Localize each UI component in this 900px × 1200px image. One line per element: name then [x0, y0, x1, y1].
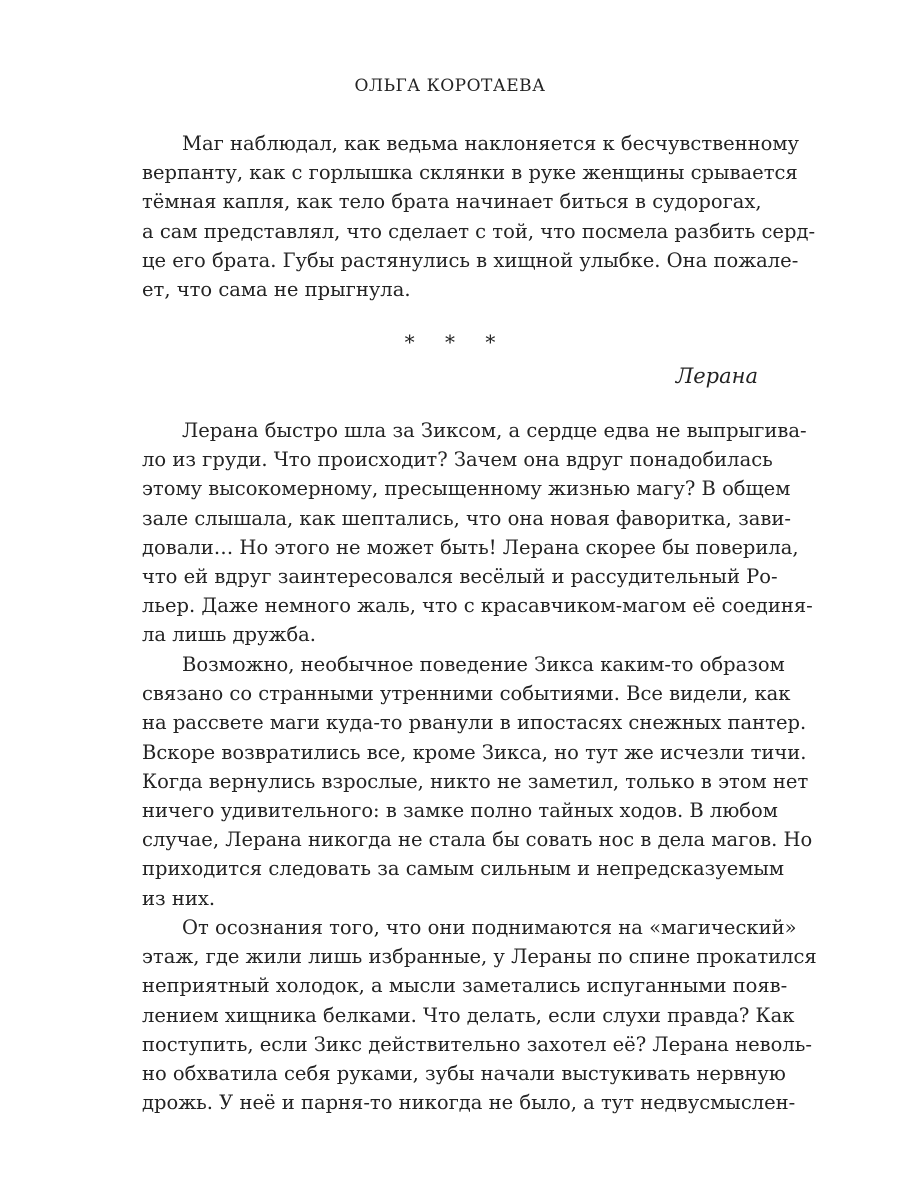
paragraph-2: [142, 416, 813, 650]
text-line: тёмная капля, как тело брата начинает биться в судорогах,: [142, 190, 762, 214]
text-line: Маг наблюдал, как ведьма наклоняется к бесчувственному: [182, 132, 800, 155]
text-line: зале слышала, как шептались, что она новая фаворитка, зави-: [142, 506, 791, 530]
text-line: льер. Даже немного жаль, что с красавчиком-магом её соединя-: [142, 594, 813, 618]
text-line: дрожь. У неё и парня-то никогда не было, а тут недвусмыслен-: [142, 1091, 796, 1115]
running-head: ОЛЬГА КОРОТАЕВА: [354, 76, 546, 96]
text-line: це его брата. Губы растянулись в хищной улыбке. Она пожале-: [142, 248, 799, 272]
paragraph-1: [142, 129, 816, 304]
text-line: ничего удивительного: в замке полно тайных ходов. В любом: [142, 799, 778, 823]
text-line: а сам представлял, что сделает с той, что посмела разбить серд-: [142, 219, 816, 243]
text-line: этаж, где жили лишь избранные, у Лераны по спине прокатился: [142, 945, 817, 969]
chapter-title: Лерана: [675, 364, 758, 388]
text-line: приходится следовать за самым сильным и непредсказуемым: [142, 857, 785, 881]
text-line: Когда вернулись взрослые, никто не заметил, только в этом нет: [142, 769, 809, 793]
text-line: ло из груди. Что происходит? Зачем она вдруг понадобилась: [142, 448, 773, 472]
text-line: неприятный холодок, а мысли заметались испуганными появ-: [142, 974, 788, 998]
text-line: довали… Но этого не может быть! Лерана скорее бы поверила,: [142, 535, 799, 559]
text-line: От осознания того, что они поднимаются на «магический»: [182, 916, 797, 939]
text-line: Лерана быстро шла за Зиксом, а сердце едва не выпрыгива-: [182, 419, 807, 442]
text-line: верпанту, как с горлышка склянки в руке женщины срывается: [142, 161, 798, 185]
paragraph-3: [142, 650, 813, 913]
text-line: из них.: [142, 886, 216, 910]
text-line: этому высокомерному, пресыщенному жизнью магу? В общем: [142, 477, 791, 501]
text-line: поступить, если Зикс действительно захотел её? Лерана неволь-: [142, 1032, 812, 1056]
text-line: Возможно, необычное поведение Зикса каким-то образом: [182, 653, 785, 676]
text-line: Вскоре возвратились все, кроме Зикса, но тут же исчезли тичи.: [142, 740, 807, 764]
text-line: но обхватила себя руками, зубы начали выстукивать нервную: [142, 1062, 786, 1086]
text-line: что ей вдруг заинтересовался весёлый и рассудительный Ро-: [142, 565, 778, 589]
text-line: связано со странными утренними событиями. Все видели, как: [142, 682, 791, 706]
text-line: ла лишь дружба.: [142, 623, 317, 647]
text-line: случае, Лерана никогда не стала бы совать нос в дела магов. Но: [142, 828, 813, 852]
section-break: * * *: [404, 330, 508, 354]
text-line: лением хищника белками. Что делать, если слухи правда? Как: [142, 1003, 795, 1027]
text-line: ет, что сама не прыгнула.: [142, 278, 411, 302]
paragraph-4: [142, 913, 817, 1117]
text-line: на рассвете маги куда-то рванули в ипостасях снежных пантер.: [142, 711, 807, 735]
